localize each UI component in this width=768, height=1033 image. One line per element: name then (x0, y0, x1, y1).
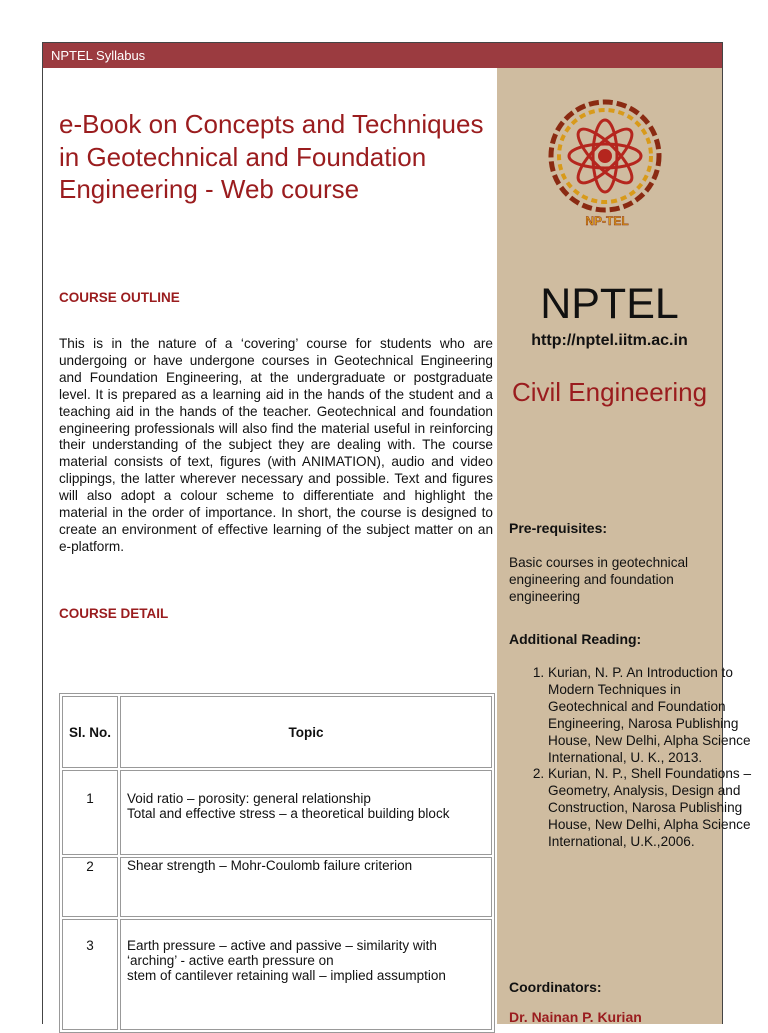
header-bar (43, 43, 722, 68)
topic-line: Shear strength – Mohr-Coulomb failure criterion (127, 858, 413, 873)
nptel-url-link[interactable]: http://nptel.iitm.ac.in (531, 332, 688, 349)
course-outline-heading: COURSE OUTLINE (59, 290, 180, 305)
table-cell-sl: 3 (62, 919, 118, 1030)
table-row (62, 857, 492, 917)
table-cell-sl: 1 (62, 770, 118, 855)
list-item: 2. Kurian, N. P., Shell Foundations –Geometry, Analysis, Design and Construction, Narosa Publishing House, New Delhi, Alpha Science International, U.K.,2006. (548, 766, 760, 851)
course-title: e-Book on Concepts and Techniques in Geotechnical and Foundation Engineering - Web course (59, 109, 484, 204)
main-column (43, 68, 497, 1024)
table-row (62, 919, 492, 1030)
list-item: 1. Kurian, N. P. An Introduction to Modern Techniques in Geotechnical and Foundation Engineering, Narosa Publishing House, New Delhi, Alpha Science International, U. K., 2013. (548, 665, 760, 766)
additional-reading-list (509, 665, 760, 851)
course-detail-table (59, 693, 495, 1033)
prerequisites-heading: Pre-requisites: (509, 520, 608, 536)
table-cell-sl: 2 (62, 857, 118, 917)
topic-line: Total and effective stress – a theoretical building block (127, 806, 450, 821)
coordinator-name-link[interactable]: Dr. Nainan P. Kurian (509, 1009, 642, 1025)
prerequisites-text: Basic courses in geotechnical engineering and foundation engineering (509, 555, 689, 604)
sidebar (497, 68, 752, 1025)
additional-reading-heading: Additional Reading: (509, 631, 642, 647)
table-header-row (62, 696, 492, 768)
course-outline-text: This is in the nature of a ‘covering’ course for students who are undergoing or have undergone courses in Geotechnical Engineering and Foundation Engineering, at the undergraduate or postgraduate level. It is prepared as a learning aid in the hands of the student and a teaching aid in the hands of the teacher. Geotechnical and foundation engineering professionals will also find the material useful in reinforcing their understanding of the subject they are dealing with. The course material consists of text, figures (with ANIMATION), audio and video clippings, the latter wherever necessary and possible. Text and figures will also adopt a colour scheme to differentiate and highlight the material in the order of importance. In short, the course is designed to create an environment of effective learning of the subject matter on an e-platform. (59, 336, 493, 554)
syllabus-page (42, 42, 752, 1025)
table-cell-topic (120, 770, 492, 855)
nptel-logo-icon (545, 98, 675, 228)
table-cell-topic (120, 919, 492, 1030)
coordinators-heading: Coordinators: (509, 979, 602, 995)
course-detail-heading: COURSE DETAIL (59, 606, 169, 621)
topic-line: stem of cantilever retaining wall – implied assumption (127, 968, 446, 983)
table-header-topic: Topic (120, 696, 492, 768)
table-cell-topic (120, 857, 492, 917)
table-row (62, 770, 492, 855)
table-header-sl-no: Sl. No. (62, 696, 118, 768)
topic-line: Void ratio – porosity: general relationship (127, 791, 371, 806)
nptel-brand: NPTEL (540, 280, 679, 328)
logo-text: NP-TEL (585, 214, 629, 228)
header-label: NPTEL Syllabus (51, 48, 146, 63)
topic-line: Earth pressure – active and passive – similarity with ‘arching’ - active earth pressure on (127, 938, 437, 968)
discipline-name: Civil Engineering (511, 377, 708, 407)
